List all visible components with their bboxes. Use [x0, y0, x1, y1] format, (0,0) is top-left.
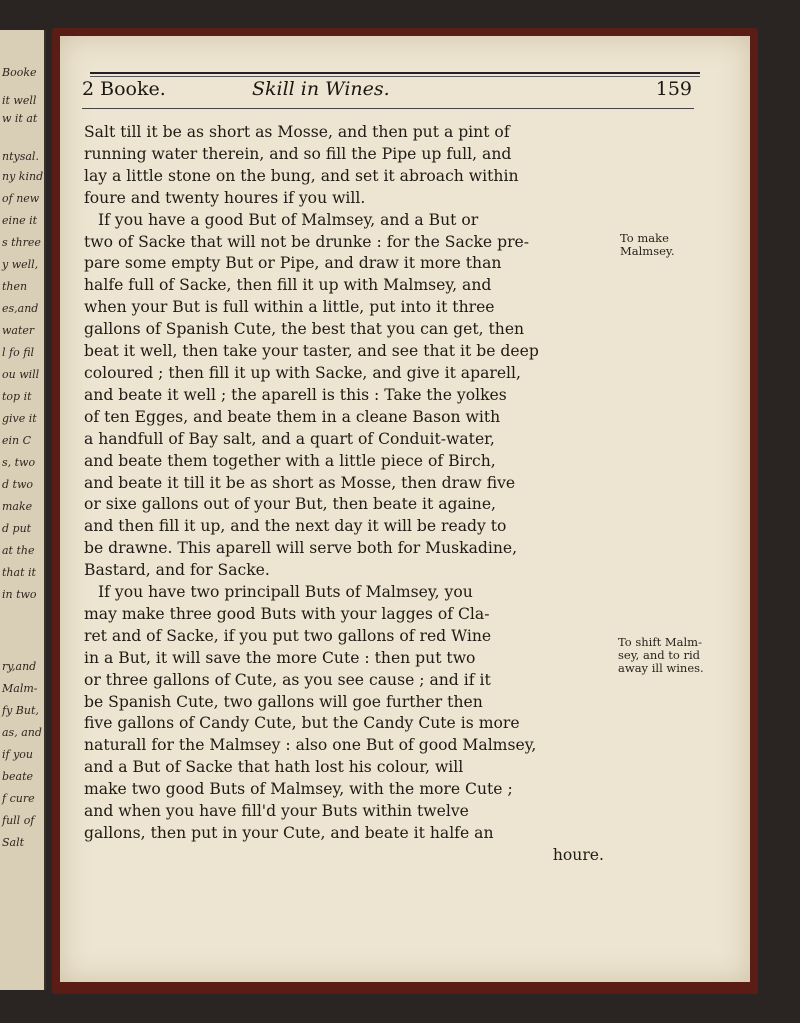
- text-line: Salt till it be as short as Mosse, and then put a pint of: [84, 123, 510, 141]
- text-line: in a But, it will save the more Cute : then put two: [84, 648, 476, 667]
- leaf-fragment: ein C: [2, 434, 32, 447]
- leaf-fragment: as, and: [2, 726, 42, 739]
- text-line: Bastard, and for Sacke.: [84, 561, 270, 580]
- top-rule: [90, 72, 700, 74]
- text-line: five gallons of Candy Cute, but the Candy Cute is more: [84, 714, 520, 733]
- leaf-fragment: give it: [2, 412, 37, 425]
- margin-note-line: To shift Malm-: [618, 635, 702, 649]
- text-line: gallons, then put in your Cute, and beate it halfe an: [84, 824, 494, 842]
- text-line: pare some empty But or Pipe, and draw it more than: [84, 254, 502, 273]
- text-line: and beate them together with a little piece of Birch,: [84, 451, 496, 470]
- leaf-fragment: then: [2, 280, 28, 293]
- text-line: If you have two principall Buts of Malmsey, you: [98, 583, 473, 602]
- text-line: or sixe gallons out of your But, then beate it againe,: [84, 495, 497, 514]
- text-line: make two good Buts of Malmsey, with the more Cute ;: [84, 780, 513, 799]
- book-page: [60, 36, 750, 982]
- text-line: be drawne. This aparell will serve both for Muskadine,: [84, 539, 518, 558]
- margin-note-line: To make: [620, 231, 669, 245]
- text-line: when your But is full within a little, put into it three: [84, 298, 495, 317]
- leaf-fragment: es,and: [2, 302, 39, 315]
- text-line: coloured ; then fill it up with Sacke, and give it aparell,: [84, 363, 521, 382]
- text-line: two of Sacke that will not be drunke : for the Sacke pre-: [84, 232, 530, 251]
- text-line: halfe full of Sacke, then fill it up with Malmsey, and: [84, 276, 492, 295]
- leaf-fragment: s three: [2, 236, 41, 249]
- leaf-fragment: w it at: [2, 112, 38, 125]
- text-line: or three gallons of Cute, as you see cause ; and if it: [84, 670, 491, 689]
- leaf-fragment: at the: [2, 544, 35, 557]
- text-line-catchword: houre.: [552, 845, 604, 864]
- text-line: foure and twenty houres if you will.: [84, 188, 366, 207]
- text-line: and a But of Sacke that hath lost his colour, will: [84, 758, 464, 777]
- text-line: be Spanish Cute, two gallons will goe further then: [84, 692, 483, 711]
- text-line: lay a little stone on the bung, and set it abroach within: [84, 166, 519, 185]
- text-line: and when you have fill'd your Buts within twelve: [84, 802, 469, 821]
- leaf-fragment: Malm-: [2, 682, 38, 695]
- leaf-fragment: in two: [2, 588, 37, 601]
- leaf-fragment: s, two: [2, 456, 36, 469]
- leaf-fragment: f cure: [2, 792, 35, 805]
- text-line: may make three good Buts with your lagges of Cla-: [84, 604, 490, 623]
- leaf-fragment: ry,and: [2, 660, 37, 673]
- header-rule: [82, 108, 694, 109]
- text-line: running water therein, and so fill the Pipe up full, and: [84, 144, 512, 163]
- text-line: ret and of Sacke, if you put two gallons of red Wine: [84, 626, 492, 645]
- text-line: If you have a good But of Malmsey, and a But or: [98, 210, 479, 229]
- margin-note-shift-malmsey: [618, 636, 714, 675]
- leaf-fragment: d two: [2, 478, 33, 491]
- page-number: 159: [655, 78, 692, 100]
- text-line: beat it well, then take your taster, and see that it be deep: [84, 342, 539, 361]
- leaf-fragment: if you: [2, 748, 34, 761]
- previous-page-edge: [0, 30, 46, 990]
- running-title: Skill in Wines.: [252, 78, 390, 100]
- leaf-fragment: of new: [2, 192, 40, 205]
- leaf-fragment: ntysal.: [2, 150, 39, 163]
- text-line: a handfull of Bay salt, and a quart of Conduit-water,: [84, 429, 495, 448]
- leaf-fragment: beate: [2, 770, 34, 783]
- text-line: naturall for the Malmsey : also one But of good Malmsey,: [84, 736, 537, 755]
- book-number: 2 Booke.: [82, 78, 166, 100]
- leaf-fragment: fy But,: [2, 704, 39, 717]
- body-text: [84, 122, 604, 867]
- leaf-fragment: that it: [2, 566, 36, 579]
- leaf-fragment: y well,: [2, 258, 39, 271]
- running-header: [82, 78, 692, 106]
- text-line: and then fill it up, and the next day it will be ready to: [84, 517, 507, 536]
- leaf-fragment: Booke: [2, 66, 37, 79]
- text-line: and beate it till it be as short as Mosse, then draw five: [84, 473, 516, 492]
- margin-note-line: Malmsey.: [620, 244, 675, 258]
- top-rule-thin: [90, 76, 700, 77]
- leaf-fragment: water: [2, 324, 35, 337]
- margin-note-line: away ill wines.: [618, 661, 704, 675]
- leaf-fragment: full of: [2, 814, 35, 827]
- leaf-fragment: l fo fil: [2, 346, 35, 359]
- leaf-fragment: eine it: [2, 214, 38, 227]
- leaf-fragment: make: [2, 500, 33, 513]
- margin-note-make-malmsey: [620, 232, 700, 258]
- leaf-fragment: ny kind: [2, 170, 44, 183]
- margin-note-line: sey, and to rid: [618, 648, 701, 662]
- leaf-fragment: Salt: [2, 836, 25, 849]
- leaf-fragment: ou will: [2, 368, 40, 381]
- leaf-fragment: top it: [2, 390, 32, 403]
- leaf-fragment: it well: [2, 94, 37, 107]
- leaf-fragment: d put: [2, 522, 32, 535]
- text-line: and beate it well ; the aparell is this : Take the yolkes: [84, 385, 507, 404]
- text-line: gallons of Spanish Cute, the best that you can get, then: [84, 320, 525, 339]
- text-line: of ten Egges, and beate them in a cleane Bason with: [84, 407, 501, 426]
